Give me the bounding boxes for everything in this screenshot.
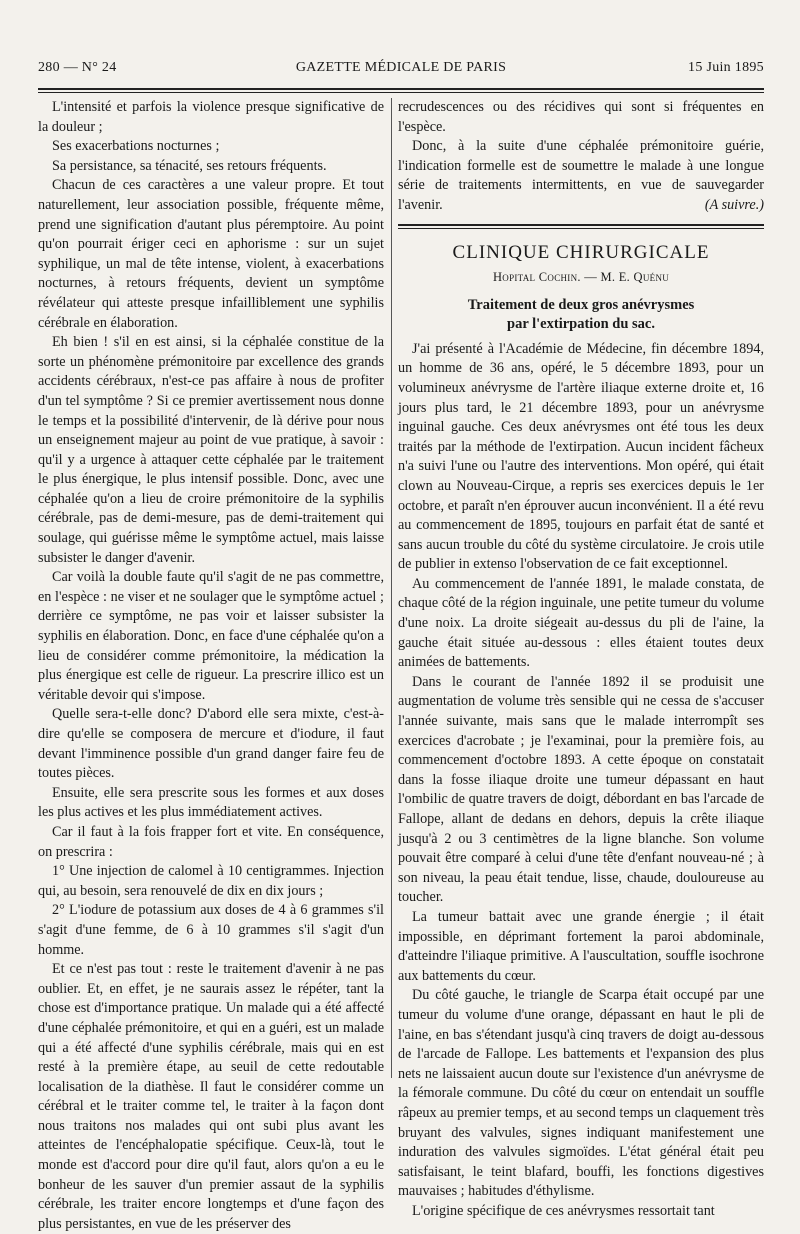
paragraph: Car il faut à la fois frapper fort et vite. En conséquence, on prescrira : (38, 823, 384, 860)
section-subtitle: Hopital Cochin. — M. E. Quénu (492, 270, 670, 285)
paragraph: J'ai présenté à l'Académie de Médecine, fin décembre 1894, un homme de 36 ans, opéré, le 5 décembre 1893, pour un volumineux anévrysme de l'artère iliaque externe droite et, 16 jours plus tard, le 21 décembre 1893, pour un anévrysme inguinal gauche. Ces deux anévrysmes ont été tous les deux traités par la méthode de l'extirpation. Aucun incident fâcheux n'a suivi l'une ou l'autre des interventions. Mon opéré, qui était clown au Nouveau-Cirque, a repris ses exercices depuis le 1er octobre, et paraît n'en éprouver aucun inconvénient. Il a été revu au commencement de 1895, toujours en parfait état de santé et sans aucun trouble du côté du système circulatoire. Je crois utile de publier in extenso l'observation de ce fait exceptionnel. (398, 340, 764, 573)
page-number: 280 — N° 24 (38, 60, 117, 75)
paragraph: La tumeur battait avec une grande énergie ; il était impossible, en déprimant fortement la paroi abdominale, d'atteindre l'iliaque primitive. A l'auscultation, souffle isochrone aux battements du cœur. (398, 908, 764, 984)
paragraph: L'intensité et parfois la violence presque significative de la douleur ; (38, 99, 384, 135)
paragraph: Eh bien ! s'il en est ainsi, si la céphalée constitue de la sorte un phénomène prémonitoire par excellence des grands accidents cérébraux, n'est-ce pas affaire à nous de profiter d'un tel symptôme ? Si ce premier avertissement nous donne le temps et la possibilité d'intervenir, de là dérive pour nous un enseignement majeur au point de vue pratique, à savoir : qu'il y a urgence à attaquer cette céphalée par le traitement le plus énergique, le plus intensif possible. Donc, avec une céphalée qu'on a lieu de croire prémonitoire de la syphilis cérébrale, pas de demi-mesure, pas de demi-traitement qui soulage, qui guérisse même le symptôme actuel, mais laisse subsister le danger d'avenir. (38, 334, 384, 566)
header-rule (38, 88, 764, 93)
paragraph: Sa persistance, sa ténacité, ses retours fréquents. (52, 157, 327, 174)
right-column (398, 98, 764, 1219)
paragraph: Quelle sera-t-elle donc? D'abord elle sera mixte, c'est-à-dire qu'elle se composera de mercure et d'iodure, il faut devant l'imminence possible d'un grand danger faire feu de toutes pièces. (38, 706, 384, 782)
paragraph-text: Donc, à la suite d'une céphalée prémonitoire guérie, l'indication formelle est de soumettre le malade à une longue série de traitements intermittents, en vue de sauvegarder l'avenir. (398, 138, 764, 213)
column-divider (391, 98, 392, 1078)
paragraph (398, 137, 764, 215)
paragraph: recrudescences ou des récidives qui sont si fréquentes en l'espèce. (398, 99, 764, 135)
section-rule (398, 224, 764, 229)
running-header (38, 60, 764, 82)
paragraph: Car voilà la double faute qu'il s'agit de ne pas commettre, en l'espèce : ne viser et ne soulager que le symptôme actuel ; derrière ce symptôme, ne pas voir et laisser subsister la syphilis en élaboration. Donc, en face d'une céphalée qu'on a lieu de considérer comme prémonitoire, la médication la plus énergique est celle de rigueur. La prescrire illico est un véritable devoir qui s'impose. (38, 569, 384, 703)
article-title-line-2: par l'extirpation du sac. (507, 315, 655, 332)
paragraph: Au commencement de l'année 1891, le malade constata, de chaque côté de la région inguinale, une petite tumeur du volume d'une noix. La droite siégeait au-dessus du pli de l'aine, la gauche était située au-dessous : elles étaient toutes deux animées de battements. (398, 575, 764, 671)
paragraph: Chacun de ces caractères a une valeur propre. Et tout naturellement, leur association possible, fréquente même, prend une signification d'autant plus péremptoire. Au point qu'on pourrait ériger ceci en aphorisme : sur un sujet syphilique, un mal de tête intense, violent, à exacerbations nocturnes, à retours fréquents, devient un symptôme révélateur qui atteste presque infailliblement une syphilis cérébrale en élaboration. (38, 177, 384, 331)
paragraph: Ses exacerbations nocturnes ; (52, 138, 220, 155)
left-column (38, 98, 384, 1232)
paragraph: 2° L'iodure de potassium aux doses de 4 à 6 grammes s'il s'agit d'une femme, de 6 à 10 grammes s'il s'agit d'un homme. (38, 902, 384, 958)
section-title: CLINIQUE CHIRURGICALE (452, 241, 710, 263)
to-be-continued: (A suivre.) (704, 196, 764, 213)
issue-date: 15 Juin 1895 (688, 60, 764, 75)
paragraph: Et ce n'est pas tout : reste le traitement d'avenir à ne pas oublier. Et, en effet, je ne saurais assez le répéter, tant la chose est d'importance pratique. Un malade qui a été affecté d'une céphalée prémonitoire, et qui en a guéri, est un malade qui a été affecté d'une syphilis cérébrale, mais qui en est resté à la première étape, au seuil de cette redoutable localisation de la diathèse. Il faut le considérer comme un cérébral et le traiter comme tel, le traiter à la façon dont nous traitons nos malades qui ont subi plus avant les atteintes de l'encéphalopatie spécifique. Ceux-là, tout le monde est d'accord pour dire qu'il faut, alors qu'on a eu le bonheur de les sauver d'un premier assaut de la syphilis cérébrale, les traiter encore longtemps et d'une façon des plus persistantes, en vue de les préserver des (38, 961, 384, 1232)
article-title (398, 296, 764, 334)
paragraph: L'origine spécifique de ces anévrysmes ressortait tant (412, 1202, 715, 1219)
paragraph: 1° Une injection de calomel à 10 centigrammes. Injection qui, au besoin, sera renouvelé de dix en dix jours ; (38, 863, 384, 899)
article-title-line-1: Traitement de deux gros anévrysmes (467, 296, 695, 313)
paragraph: Dans le courant de l'année 1892 il se produisit une augmentation de volume très sensible qui ne cessa de s'accuser l'année suivante, mais sans que le malade interrompît ses exercices d'acrobate ; je l'examinai, pour la première fois, au commencement d'octobre 1893. A cette époque on constatait dans la fosse iliaque droite une tumeur dépassant en haut l'ombilic de quatre travers de doigt, débordant en bas l'arcade de Fallope, allant de dedans en dehors, depuis la crête iliaque jusqu'à 2 ou 3 centimètres de la ligne blanche. Son volume pouvait être comparé à celui d'une tête d'enfant nouveau-né ; à son niveau, la peau était tendue, lisse, chaude, douloureuse au toucher. (398, 673, 764, 906)
journal-title: GAZETTE MÉDICALE DE PARIS (295, 60, 507, 75)
paragraph: Du côté gauche, le triangle de Scarpa était occupé par une tumeur du volume d'une orange, dépassant en haut le pli de l'aine, en bas s'étendant jusqu'à cinq travers de doigt au-dessous de l'arcade de Fallope. Les battements et l'expansion des plus nets ne laissaient aucun doute sur l'existence d'un anévrysme de la fémorale commune. Du côté du cœur on entendait un souffle râpeux au premier temps, et au second temps un claquement très bruyant des valvules, signes indiquant manifestement une induration des valvules sigmoïdes. L'état général était peu satisfaisant, le teint blafard, bouffi, les fonctions digestives mauvaises ; habitudes d'éthylisme. (398, 987, 764, 1200)
paragraph: Ensuite, elle sera prescrite sous les formes et aux doses les plus actives et les plus immédiatement actives. (38, 784, 384, 821)
